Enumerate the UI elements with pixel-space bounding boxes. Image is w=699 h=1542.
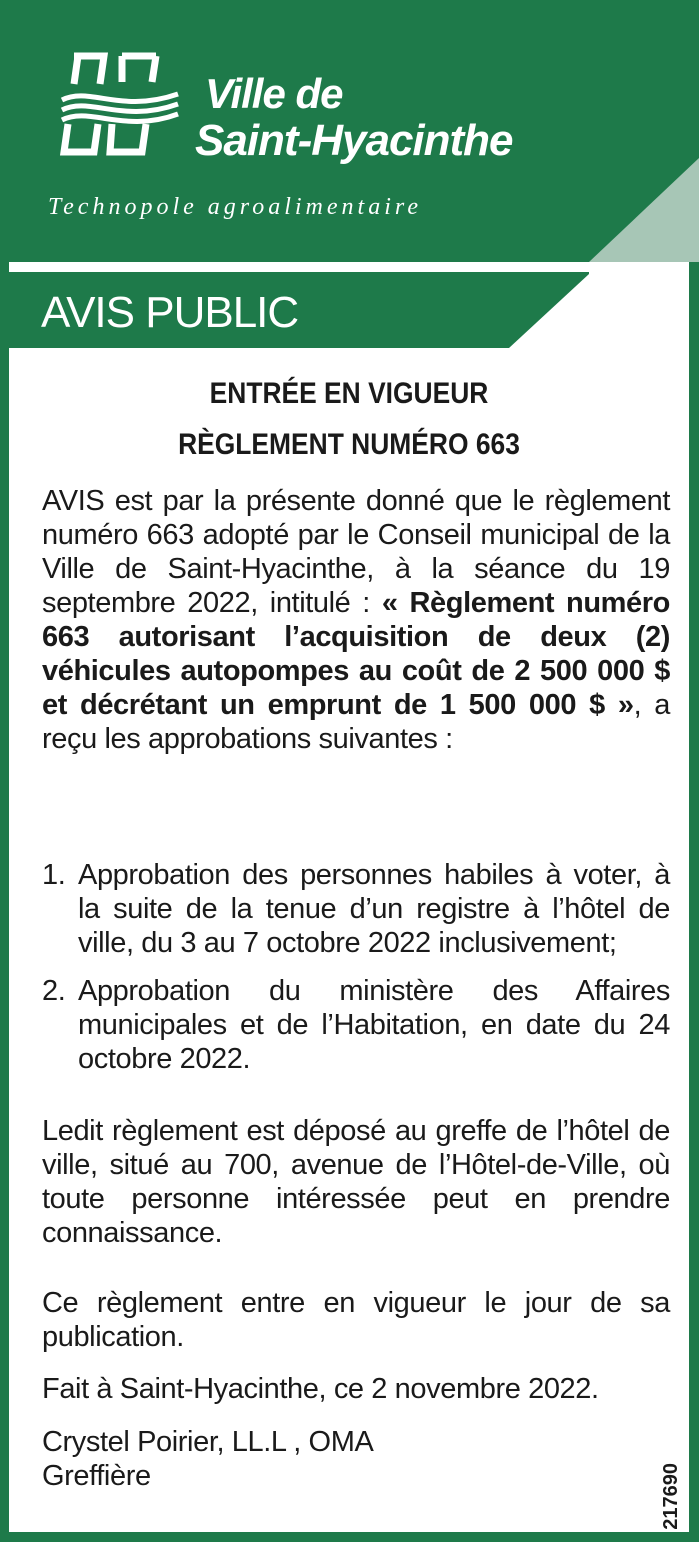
- banner-title: AVIS PUBLIC: [41, 288, 299, 337]
- header: [0, 0, 699, 262]
- effective-paragraph: Ce règlement entre en vigueur le jour de sa publication.: [42, 1287, 670, 1353]
- list-item-number: 1.: [42, 859, 66, 891]
- signed-place-date: Fait à Saint-Hyacinthe, ce 2 novembre 2022.: [42, 1373, 599, 1405]
- public-notice-banner: [9, 262, 689, 348]
- corner-triangle-decoration: [589, 158, 699, 262]
- list-item: [42, 858, 670, 960]
- intro-text: AVIS est par la présente donné que le règlement numéro 663 adopté par le Conseil municipal de la Ville de Saint-Hyacinthe, à la séance du 19 septembre 2022, intitulé :: [42, 485, 670, 619]
- list-item-text: Approbation des personnes habiles à voter, à la suite de la tenue d’un registre à l’hôtel de ville, du 3 au 7 octobre 2022 inclusivement;: [78, 859, 670, 959]
- intro-paragraph: [42, 484, 670, 756]
- approvals-list: [42, 858, 670, 1090]
- notice-body: [9, 262, 689, 1532]
- tagline: Technopole agroalimentaire: [48, 194, 422, 220]
- intro-text-end: , a reçu les approbations suivantes :: [42, 689, 670, 755]
- reference-number: 217690: [660, 1463, 682, 1530]
- headline-line1: ENTRÉE EN VIGUEUR: [209, 377, 489, 410]
- deposit-paragraph: Ledit règlement est déposé au greffe de l’hôtel de ville, situé au 700, avenue de l’Hôtel-de-Ville, où toute personne intéressée peut en prendre connaissance.: [42, 1115, 670, 1249]
- list-item-text: Approbation du ministère des Affaires municipales et de l’Habitation, en date du 24 octobre 2022.: [78, 975, 670, 1075]
- list-item-number: 2.: [42, 975, 66, 1007]
- city-logo-icon: [60, 48, 180, 160]
- signatory-name: Crystel Poirier, LL.L , OMA: [42, 1426, 374, 1458]
- brand-name-line1: Ville de: [205, 70, 343, 117]
- brand-name-line2: Saint-Hyacinthe: [195, 116, 513, 165]
- list-item: [42, 974, 670, 1076]
- signatory-title: Greffière: [42, 1460, 151, 1492]
- signature-block: [42, 1425, 373, 1493]
- bylaw-title: « Règlement numéro 663 autorisant l’acquisition de deux (2) véhicules autopompes au coût de 2 500 000 $ et décrétant un emprunt de 1 500 000 $ »: [42, 587, 670, 721]
- headline-line2: RÈGLEMENT NUMÉRO 663: [178, 428, 520, 461]
